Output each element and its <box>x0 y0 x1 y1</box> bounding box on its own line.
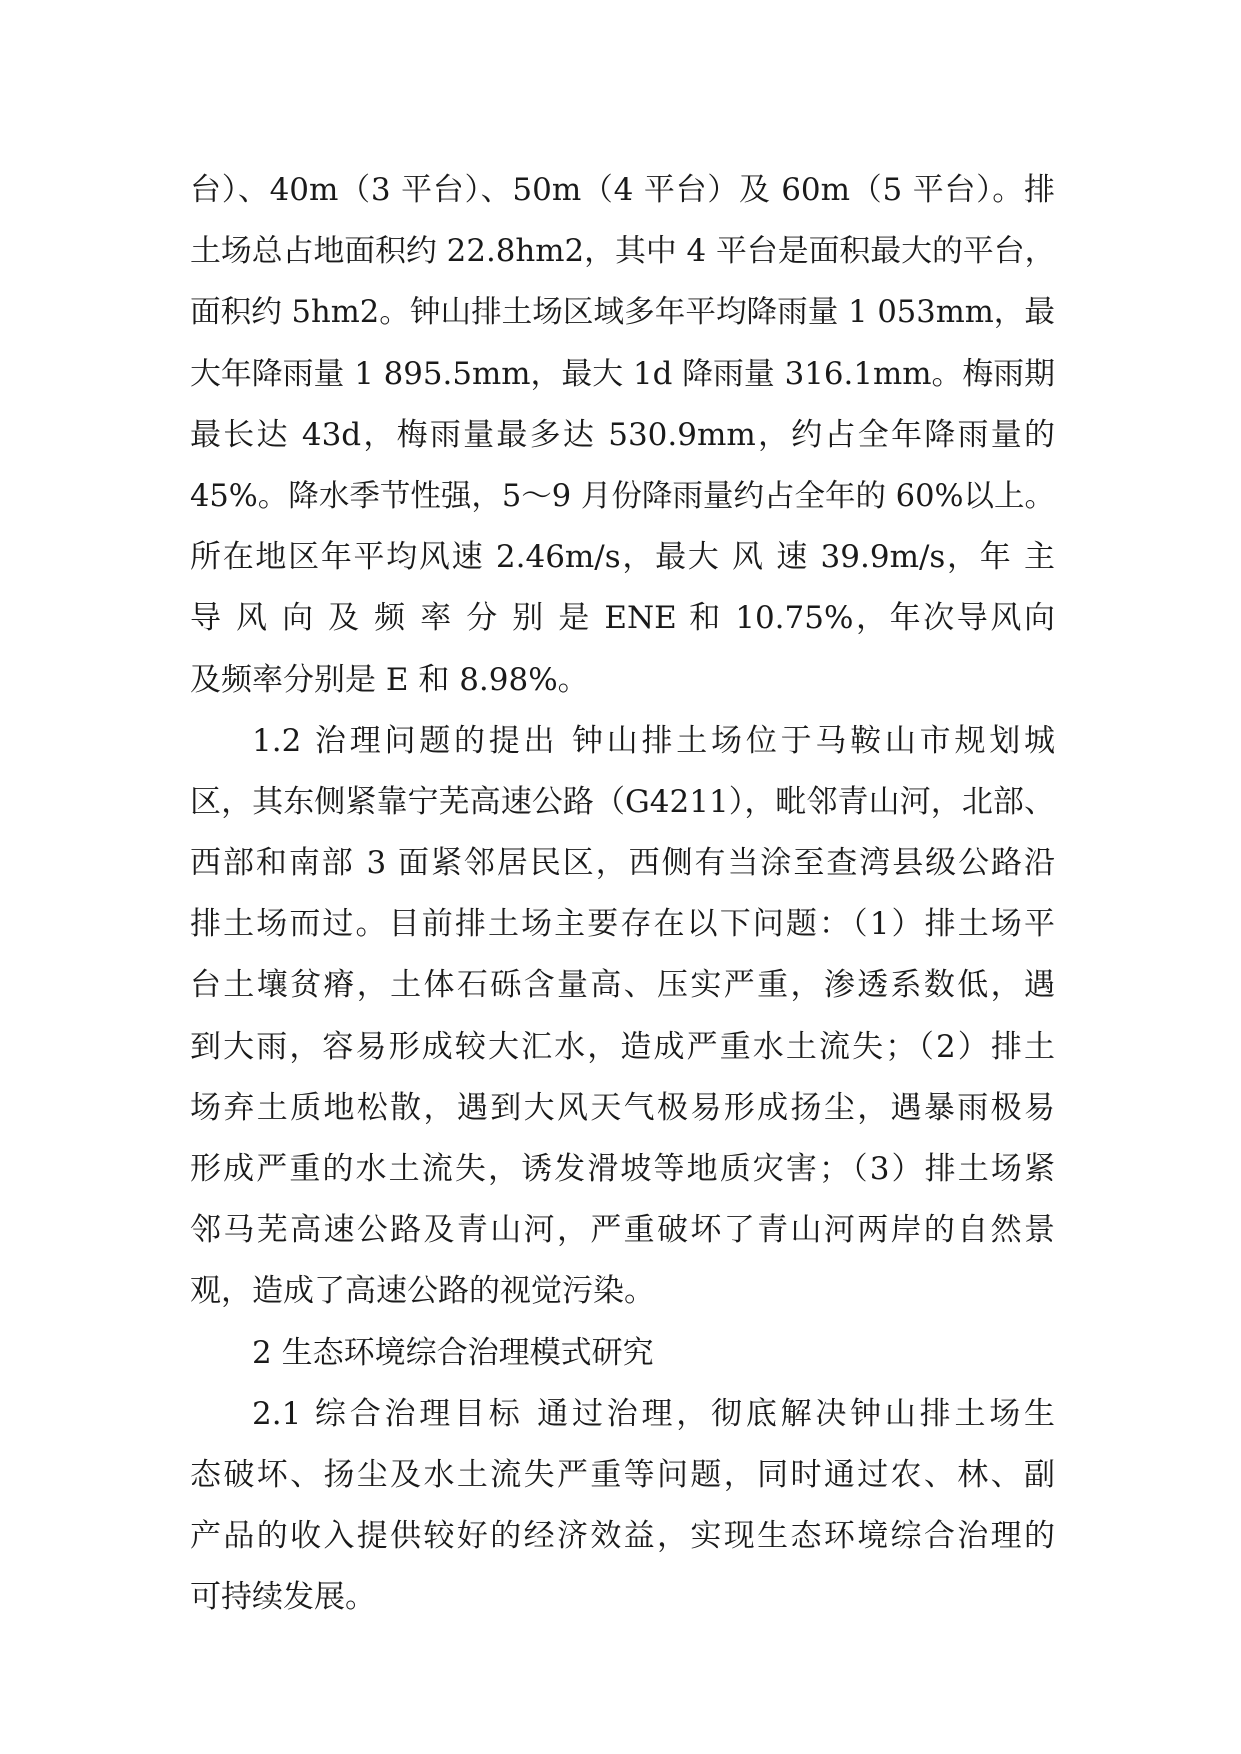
text-line: 场弃土质地松散，遇到大风天气极易形成扬尘，遇暴雨极易 <box>190 1089 1055 1126</box>
text-line: 排土场而过。目前排土场主要存在以下问题：（1）排土场平 <box>190 906 1055 943</box>
document-body <box>190 160 1055 1629</box>
text-line: 台土壤贫瘠，土体石砾含量高、压实严重，渗透系数低，遇 <box>190 967 1055 1004</box>
text-line: 西部和南部 3 面紧邻居民区，西侧有当涂至查湾县级公路沿 <box>190 845 1055 882</box>
paragraph-first-line: 2 生态环境综合治理模式研究 <box>252 1334 654 1371</box>
text-line: 到大雨，容易形成较大汇水，造成严重水土流失；（2）排土 <box>190 1028 1055 1065</box>
text-line: 导 风 向 及 频 率 分 别 是 ENE 和 10.75%，年次导风向 <box>190 600 1055 637</box>
text-line: 面积约 5hm2。钟山排土场区域多年平均降雨量 1 053mm，最 <box>190 295 1056 331</box>
text-line: 可持续发展。 <box>190 1579 376 1616</box>
paragraph-first-line: 1.2 治理问题的提出 钟山排土场位于马鞍山市规划城 <box>252 722 1055 759</box>
paragraph-first-line: 2.1 综合治理目标 通过治理，彻底解决钟山排土场生 <box>252 1395 1055 1432</box>
text-line: 45%。降水季节性强，5～9 月份降雨量约占全年的 60%以上。 <box>190 478 1055 514</box>
text-line: 观，造成了高速公路的视觉污染。 <box>190 1273 655 1310</box>
text-line: 台）、40m（3 平台）、50m（4 平台）及 60m（5 平台）。排 <box>190 172 1055 208</box>
text-line: 大年降雨量 1 895.5mm，最大 1d 降雨量 316.1mm。梅雨期 <box>190 355 1055 392</box>
text-line: 邻马芜高速公路及青山河，严重破坏了青山河两岸的自然景 <box>190 1212 1055 1249</box>
text-line: 产品的收入提供较好的经济效益，实现生态环境综合治理的 <box>190 1518 1055 1555</box>
text-line: 土场总占地面积约 22.8hm2，其中 4 平台是面积最大的平台， <box>190 233 1056 270</box>
text-line: 态破坏、扬尘及水土流失严重等问题，同时通过农、林、副 <box>190 1456 1055 1493</box>
text-line: 及频率分别是 E 和 8.98%。 <box>190 661 589 698</box>
text-line: 区，其东侧紧靠宁芜高速公路（G4211），毗邻青山河，北部、 <box>190 783 1055 820</box>
text-line: 形成严重的水土流失，诱发滑坡等地质灾害；（3）排土场紧 <box>190 1151 1055 1187</box>
text-line: 所在地区年平均风速 2.46m/s，最大 风 速 39.9m/s，年 主 <box>190 539 1055 576</box>
text-line: 最长达 43d，梅雨量最多达 530.9mm，约占全年降雨量的 <box>190 416 1055 453</box>
